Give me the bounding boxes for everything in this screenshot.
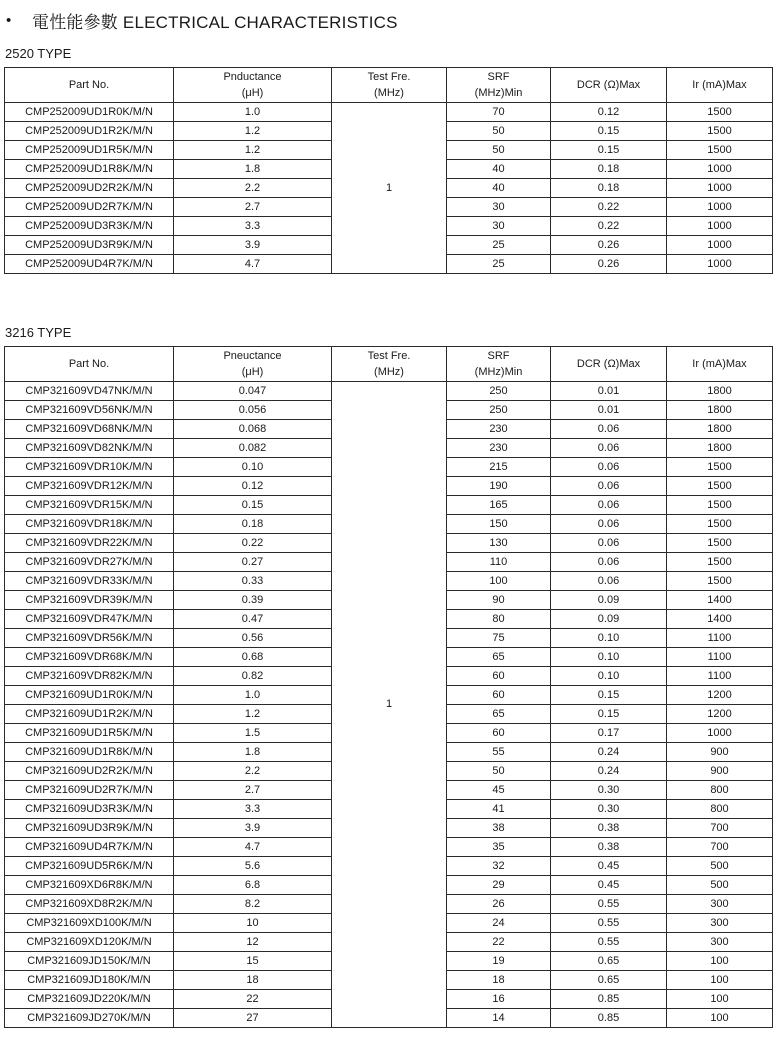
- srf-cell: 150: [447, 515, 551, 534]
- part-number-cell: CMP252009UD1R0K/M/N: [5, 103, 174, 122]
- dcr-cell: 0.24: [551, 762, 667, 781]
- ir-cell: 900: [667, 762, 773, 781]
- ir-cell: 1500: [667, 534, 773, 553]
- dcr-cell: 0.30: [551, 800, 667, 819]
- ir-cell: 1500: [667, 515, 773, 534]
- inductance-cell: 22: [174, 990, 332, 1009]
- column-header: [5, 68, 174, 103]
- ir-cell: 800: [667, 800, 773, 819]
- dcr-cell: 0.06: [551, 477, 667, 496]
- part-number-cell: CMP321609UD1R5K/M/N: [5, 724, 174, 743]
- part-number-cell: CMP252009UD1R8K/M/N: [5, 160, 174, 179]
- column-header-label: SRF: [487, 350, 510, 362]
- dcr-cell: 0.22: [551, 198, 667, 217]
- inductance-cell: 0.068: [174, 420, 332, 439]
- part-number-cell: CMP321609XD6R8K/M/N: [5, 876, 174, 895]
- table-row: [5, 103, 773, 122]
- column-header: [667, 347, 773, 382]
- column-header-unit: (μH): [241, 87, 264, 99]
- srf-cell: 250: [447, 382, 551, 401]
- inductance-cell: 0.82: [174, 667, 332, 686]
- srf-cell: 230: [447, 439, 551, 458]
- part-number-cell: CMP321609UD3R9K/M/N: [5, 819, 174, 838]
- inductance-cell: 3.9: [174, 819, 332, 838]
- dcr-cell: 0.06: [551, 534, 667, 553]
- srf-cell: 16: [447, 990, 551, 1009]
- ir-cell: 900: [667, 743, 773, 762]
- inductance-cell: 2.2: [174, 762, 332, 781]
- inductance-cell: 12: [174, 933, 332, 952]
- part-number-cell: CMP252009UD2R2K/M/N: [5, 179, 174, 198]
- part-number-cell: CMP252009UD1R5K/M/N: [5, 141, 174, 160]
- dcr-cell: 0.65: [551, 952, 667, 971]
- inductance-cell: 0.22: [174, 534, 332, 553]
- srf-cell: 35: [447, 838, 551, 857]
- inductance-cell: 3.3: [174, 800, 332, 819]
- ir-cell: 1000: [667, 179, 773, 198]
- inductance-cell: 0.47: [174, 610, 332, 629]
- dcr-cell: 0.38: [551, 819, 667, 838]
- srf-cell: 65: [447, 648, 551, 667]
- ir-cell: 1100: [667, 648, 773, 667]
- part-number-cell: CMP321609UD4R7K/M/N: [5, 838, 174, 857]
- dcr-cell: 0.06: [551, 439, 667, 458]
- ir-cell: 1500: [667, 458, 773, 477]
- dcr-cell: 0.10: [551, 667, 667, 686]
- ir-cell: 100: [667, 1009, 773, 1028]
- ir-cell: 1800: [667, 382, 773, 401]
- srf-cell: 80: [447, 610, 551, 629]
- part-number-cell: CMP321609VD56NK/M/N: [5, 401, 174, 420]
- part-number-cell: CMP321609VDR15K/M/N: [5, 496, 174, 515]
- inductance-cell: 1.2: [174, 705, 332, 724]
- column-header: [332, 347, 447, 382]
- dcr-cell: 0.55: [551, 933, 667, 952]
- inductance-cell: 1.5: [174, 724, 332, 743]
- ir-cell: 1000: [667, 255, 773, 274]
- srf-cell: 50: [447, 141, 551, 160]
- inductance-cell: 1.2: [174, 141, 332, 160]
- part-number-cell: CMP321609XD8R2K/M/N: [5, 895, 174, 914]
- dcr-cell: 0.17: [551, 724, 667, 743]
- srf-cell: 90: [447, 591, 551, 610]
- ir-cell: 1000: [667, 724, 773, 743]
- inductance-cell: 18: [174, 971, 332, 990]
- dcr-cell: 0.06: [551, 458, 667, 477]
- ir-cell: 1000: [667, 160, 773, 179]
- ir-cell: 1000: [667, 198, 773, 217]
- inductance-cell: 1.0: [174, 686, 332, 705]
- part-number-cell: CMP252009UD2R7K/M/N: [5, 198, 174, 217]
- column-header-unit: (MHz): [374, 366, 404, 378]
- part-number-cell: CMP252009UD3R9K/M/N: [5, 236, 174, 255]
- srf-cell: 130: [447, 534, 551, 553]
- ir-cell: 1500: [667, 553, 773, 572]
- part-number-cell: CMP321609VD82NK/M/N: [5, 439, 174, 458]
- ir-cell: 1000: [667, 217, 773, 236]
- part-number-cell: CMP321609VD47NK/M/N: [5, 382, 174, 401]
- srf-cell: 30: [447, 217, 551, 236]
- column-header-label: Part No.: [68, 79, 110, 91]
- section-heading: [6, 8, 398, 32]
- column-header: [174, 68, 332, 103]
- srf-cell: 29: [447, 876, 551, 895]
- srf-cell: 25: [447, 255, 551, 274]
- srf-cell: 22: [447, 933, 551, 952]
- part-number-cell: CMP321609VDR33K/M/N: [5, 572, 174, 591]
- ir-cell: 1500: [667, 496, 773, 515]
- ir-cell: 1100: [667, 629, 773, 648]
- dcr-cell: 0.30: [551, 781, 667, 800]
- inductance-cell: 0.39: [174, 591, 332, 610]
- part-number-cell: CMP321609UD1R8K/M/N: [5, 743, 174, 762]
- dcr-cell: 0.12: [551, 103, 667, 122]
- srf-cell: 25: [447, 236, 551, 255]
- srf-cell: 32: [447, 857, 551, 876]
- inductance-cell: 0.68: [174, 648, 332, 667]
- srf-cell: 60: [447, 724, 551, 743]
- ir-cell: 1800: [667, 420, 773, 439]
- dcr-cell: 0.06: [551, 572, 667, 591]
- ir-cell: 1400: [667, 591, 773, 610]
- ir-cell: 100: [667, 990, 773, 1009]
- dcr-cell: 0.38: [551, 838, 667, 857]
- dcr-cell: 0.18: [551, 179, 667, 198]
- inductance-cell: 0.27: [174, 553, 332, 572]
- ir-cell: 500: [667, 876, 773, 895]
- inductance-cell: 6.8: [174, 876, 332, 895]
- part-number-cell: CMP321609UD2R2K/M/N: [5, 762, 174, 781]
- dcr-cell: 0.22: [551, 217, 667, 236]
- ir-cell: 1800: [667, 439, 773, 458]
- inductance-cell: 1.8: [174, 160, 332, 179]
- ir-cell: 1200: [667, 686, 773, 705]
- inductance-cell: 0.12: [174, 477, 332, 496]
- part-number-cell: CMP321609UD2R7K/M/N: [5, 781, 174, 800]
- dcr-cell: 0.55: [551, 895, 667, 914]
- dcr-cell: 0.65: [551, 971, 667, 990]
- inductance-cell: 4.7: [174, 255, 332, 274]
- ir-cell: 1800: [667, 401, 773, 420]
- inductance-cell: 4.7: [174, 838, 332, 857]
- srf-cell: 41: [447, 800, 551, 819]
- ir-cell: 1000: [667, 236, 773, 255]
- inductance-cell: 5.6: [174, 857, 332, 876]
- dcr-cell: 0.26: [551, 255, 667, 274]
- part-number-cell: CMP321609XD100K/M/N: [5, 914, 174, 933]
- ir-cell: 1500: [667, 572, 773, 591]
- srf-cell: 100: [447, 572, 551, 591]
- part-number-cell: CMP252009UD4R7K/M/N: [5, 255, 174, 274]
- dcr-cell: 0.10: [551, 648, 667, 667]
- dcr-cell: 0.85: [551, 1009, 667, 1028]
- srf-cell: 38: [447, 819, 551, 838]
- srf-cell: 18: [447, 971, 551, 990]
- column-header-label: DCR (Ω)Max: [576, 358, 641, 370]
- dcr-cell: 0.01: [551, 382, 667, 401]
- dcr-cell: 0.06: [551, 515, 667, 534]
- column-header-label: SRF: [487, 71, 510, 83]
- column-header-label: Test Fre.: [367, 350, 411, 362]
- srf-cell: 190: [447, 477, 551, 496]
- column-header-unit: (MHz): [374, 87, 404, 99]
- part-number-cell: CMP321609XD120K/M/N: [5, 933, 174, 952]
- inductance-cell: 0.10: [174, 458, 332, 477]
- inductance-cell: 10: [174, 914, 332, 933]
- ir-cell: 1500: [667, 103, 773, 122]
- part-number-cell: CMP321609JD150K/M/N: [5, 952, 174, 971]
- srf-cell: 60: [447, 667, 551, 686]
- part-number-cell: CMP321609VDR10K/M/N: [5, 458, 174, 477]
- dcr-cell: 0.55: [551, 914, 667, 933]
- test-frequency-cell: 1: [332, 382, 447, 1028]
- column-header-unit: (MHz)Min: [474, 366, 523, 378]
- ir-cell: 300: [667, 933, 773, 952]
- column-header: [174, 347, 332, 382]
- inductance-cell: 0.56: [174, 629, 332, 648]
- inductance-cell: 0.33: [174, 572, 332, 591]
- part-number-cell: CMP321609VDR22K/M/N: [5, 534, 174, 553]
- ir-cell: 1200: [667, 705, 773, 724]
- column-header-label: Part No.: [68, 358, 110, 370]
- column-header: [5, 347, 174, 382]
- srf-cell: 230: [447, 420, 551, 439]
- inductance-cell: 27: [174, 1009, 332, 1028]
- dcr-cell: 0.45: [551, 857, 667, 876]
- dcr-cell: 0.26: [551, 236, 667, 255]
- table-row: [5, 382, 773, 401]
- heading-text: 電性能參數 ELECTRICAL CHARACTERISTICS: [32, 12, 398, 32]
- srf-cell: 26: [447, 895, 551, 914]
- srf-cell: 19: [447, 952, 551, 971]
- dcr-cell: 0.18: [551, 160, 667, 179]
- spec-table-3216: [4, 346, 773, 1028]
- dcr-cell: 0.09: [551, 610, 667, 629]
- part-number-cell: CMP321609VDR12K/M/N: [5, 477, 174, 496]
- inductance-cell: 0.056: [174, 401, 332, 420]
- dcr-cell: 0.09: [551, 591, 667, 610]
- srf-cell: 40: [447, 160, 551, 179]
- part-number-cell: CMP321609VDR47K/M/N: [5, 610, 174, 629]
- part-number-cell: CMP321609JD220K/M/N: [5, 990, 174, 1009]
- inductance-cell: 8.2: [174, 895, 332, 914]
- column-header-label: Pneuctance: [223, 350, 282, 362]
- part-number-cell: CMP252009UD1R2K/M/N: [5, 122, 174, 141]
- inductance-cell: 1.2: [174, 122, 332, 141]
- srf-cell: 40: [447, 179, 551, 198]
- srf-cell: 70: [447, 103, 551, 122]
- table-label-2520: 2520 TYPE: [5, 46, 72, 61]
- ir-cell: 1500: [667, 477, 773, 496]
- part-number-cell: CMP321609VDR56K/M/N: [5, 629, 174, 648]
- srf-cell: 30: [447, 198, 551, 217]
- dcr-cell: 0.15: [551, 705, 667, 724]
- ir-cell: 1400: [667, 610, 773, 629]
- part-number-cell: CMP321609VDR39K/M/N: [5, 591, 174, 610]
- dcr-cell: 0.06: [551, 553, 667, 572]
- part-number-cell: CMP321609JD180K/M/N: [5, 971, 174, 990]
- ir-cell: 100: [667, 952, 773, 971]
- column-header: [551, 347, 667, 382]
- srf-cell: 110: [447, 553, 551, 572]
- part-number-cell: CMP321609JD270K/M/N: [5, 1009, 174, 1028]
- inductance-cell: 3.3: [174, 217, 332, 236]
- column-header: [551, 68, 667, 103]
- ir-cell: 300: [667, 914, 773, 933]
- ir-cell: 700: [667, 819, 773, 838]
- dcr-cell: 0.45: [551, 876, 667, 895]
- srf-cell: 50: [447, 762, 551, 781]
- srf-cell: 14: [447, 1009, 551, 1028]
- srf-cell: 65: [447, 705, 551, 724]
- inductance-cell: 3.9: [174, 236, 332, 255]
- dcr-cell: 0.85: [551, 990, 667, 1009]
- inductance-cell: 2.2: [174, 179, 332, 198]
- column-header-unit: (MHz)Min: [474, 87, 523, 99]
- inductance-cell: 0.15: [174, 496, 332, 515]
- column-header-label: DCR (Ω)Max: [576, 79, 641, 91]
- part-number-cell: CMP321609UD5R6K/M/N: [5, 857, 174, 876]
- ir-cell: 500: [667, 857, 773, 876]
- column-header: [447, 347, 551, 382]
- ir-cell: 1500: [667, 122, 773, 141]
- part-number-cell: CMP321609VD68NK/M/N: [5, 420, 174, 439]
- srf-cell: 55: [447, 743, 551, 762]
- srf-cell: 165: [447, 496, 551, 515]
- bullet-icon: •: [6, 11, 12, 29]
- ir-cell: 700: [667, 838, 773, 857]
- column-header-label: Ir (mA)Max: [692, 79, 747, 91]
- ir-cell: 300: [667, 895, 773, 914]
- column-header-unit: (μH): [241, 366, 264, 378]
- dcr-cell: 0.01: [551, 401, 667, 420]
- inductance-cell: 2.7: [174, 781, 332, 800]
- srf-cell: 24: [447, 914, 551, 933]
- inductance-cell: 1.0: [174, 103, 332, 122]
- part-number-cell: CMP321609UD1R0K/M/N: [5, 686, 174, 705]
- column-header-label: Test Fre.: [367, 71, 411, 83]
- srf-cell: 60: [447, 686, 551, 705]
- srf-cell: 215: [447, 458, 551, 477]
- table-label-3216: 3216 TYPE: [5, 325, 72, 340]
- srf-cell: 50: [447, 122, 551, 141]
- inductance-cell: 0.047: [174, 382, 332, 401]
- srf-cell: 45: [447, 781, 551, 800]
- column-header: [332, 68, 447, 103]
- inductance-cell: 1.8: [174, 743, 332, 762]
- inductance-cell: 2.7: [174, 198, 332, 217]
- part-number-cell: CMP321609VDR82K/M/N: [5, 667, 174, 686]
- ir-cell: 100: [667, 971, 773, 990]
- part-number-cell: CMP252009UD3R3K/M/N: [5, 217, 174, 236]
- part-number-cell: CMP321609VDR27K/M/N: [5, 553, 174, 572]
- spec-table-2520: [4, 67, 773, 274]
- dcr-cell: 0.06: [551, 496, 667, 515]
- part-number-cell: CMP321609VDR18K/M/N: [5, 515, 174, 534]
- column-header: [667, 68, 773, 103]
- part-number-cell: CMP321609VDR68K/M/N: [5, 648, 174, 667]
- ir-cell: 1500: [667, 141, 773, 160]
- srf-cell: 250: [447, 401, 551, 420]
- dcr-cell: 0.15: [551, 122, 667, 141]
- column-header-label: Pnductance: [223, 71, 282, 83]
- ir-cell: 800: [667, 781, 773, 800]
- dcr-cell: 0.06: [551, 420, 667, 439]
- inductance-cell: 15: [174, 952, 332, 971]
- ir-cell: 1100: [667, 667, 773, 686]
- inductance-cell: 0.082: [174, 439, 332, 458]
- dcr-cell: 0.15: [551, 141, 667, 160]
- test-frequency-cell: 1: [332, 103, 447, 274]
- dcr-cell: 0.10: [551, 629, 667, 648]
- dcr-cell: 0.24: [551, 743, 667, 762]
- part-number-cell: CMP321609UD1R2K/M/N: [5, 705, 174, 724]
- inductance-cell: 0.18: [174, 515, 332, 534]
- column-header-label: Ir (mA)Max: [692, 358, 747, 370]
- srf-cell: 75: [447, 629, 551, 648]
- part-number-cell: CMP321609UD3R3K/M/N: [5, 800, 174, 819]
- column-header: [447, 68, 551, 103]
- dcr-cell: 0.15: [551, 686, 667, 705]
